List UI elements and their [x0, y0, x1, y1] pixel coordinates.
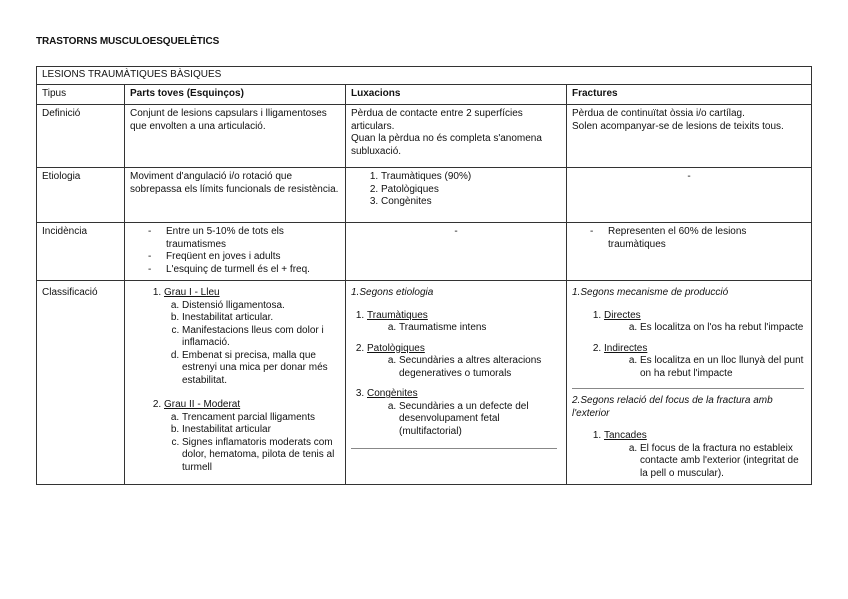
definicio-luxacions — [346, 105, 567, 168]
lux-type: Patològiques — [367, 342, 425, 354]
lux-subheading: 1.Segons etiologia — [351, 287, 434, 298]
frac-subheading: 1.Segons mecanisme de producció — [572, 287, 729, 298]
list-item: a. Es localitza en un lloc llunyà del punt on ha rebut l'impacte — [640, 355, 806, 380]
header-tipus: Tipus — [37, 84, 125, 105]
frac-type: Indirectes — [604, 342, 648, 354]
row-label: Classificació — [37, 281, 125, 485]
list-item — [367, 388, 561, 438]
list-item: a. Traumatisme intens — [399, 322, 561, 335]
list-item — [164, 399, 340, 474]
list-item — [367, 310, 561, 335]
incidencia-luxacions: - — [346, 223, 567, 281]
frac-type: Directes — [604, 309, 641, 321]
row-etiologia — [37, 168, 812, 223]
header-luxacions: Luxacions — [346, 84, 567, 105]
grau-heading: Grau II - Moderat — [164, 399, 241, 410]
definicio-fractures — [567, 105, 812, 168]
list-item — [604, 430, 806, 480]
classificacio-fractures — [567, 281, 812, 485]
definicio-frac-line: Solen acompanyar-se de lesions de teixits tous. — [572, 120, 784, 132]
header-fractures: Fractures — [567, 84, 812, 105]
list-item — [604, 310, 806, 335]
etiologia-fractures: - — [567, 168, 812, 223]
definicio-parts: Conjunt de lesions capsulars i lligamentoses que envolten a una articulació. — [125, 105, 346, 168]
list-item — [604, 343, 806, 381]
list-item: b. Inestabilitat articular. — [182, 312, 340, 325]
row-label: Incidència — [37, 223, 125, 281]
section-header-row — [37, 67, 812, 85]
etiologia-parts: Moviment d'angulació i/o rotació que sobrepassa els límits funcionals de resistència. — [125, 168, 346, 223]
list-item: a. Secundàries a altres alteracions degeneratives o tumorals — [399, 355, 561, 380]
list-item: c. Manifestacions lleus com dolor i inflamació. — [182, 325, 340, 350]
list-item — [367, 343, 561, 381]
row-classificacio — [37, 281, 812, 485]
list-item: d. Embenat si precisa, malla que estrenyi una mica per donar més estabilitat. — [182, 350, 340, 388]
list-item: - L'esquinç de turmell és el + freq. — [148, 264, 340, 277]
row-label: Definició — [37, 105, 125, 168]
frac-type: Tancades — [604, 430, 647, 441]
list-item — [164, 287, 340, 387]
classificacio-luxacions — [346, 281, 567, 485]
section-title: LESIONS TRAUMÀTIQUES BÀSIQUES — [37, 67, 812, 85]
list-item: - Freqüent en joves i adults — [148, 251, 340, 264]
list-item: a. Trencament parcial lligaments — [182, 412, 340, 425]
list-item: 2. Patològiques — [381, 184, 561, 197]
list-item: 1. Traumàtiques (90%) — [381, 171, 561, 184]
definicio-frac-line: Pèrdua de continuïtat òssia i/o cartílag. — [572, 108, 745, 119]
lesions-table — [36, 66, 812, 485]
row-label: Etiologia — [37, 168, 125, 223]
list-item: a. El focus de la fractura no estableix contacte amb l'exterior (integritat de la pell o muscular). — [640, 443, 806, 481]
frac-subheading: 2.Segons relació del focus de la fractura amb l'exterior — [572, 395, 773, 419]
grau-heading: Grau I - Lleu — [164, 287, 220, 298]
definicio-lux-line: Quan la pèrdua no és completa s'anomena subluxació. — [351, 133, 542, 157]
list-item: a. Distensió lligamentosa. — [182, 300, 340, 313]
divider — [572, 388, 804, 389]
divider — [351, 448, 557, 449]
list-item: - Representen el 60% de lesions traumàtiques — [590, 226, 806, 251]
list-item: - Entre un 5-10% de tots els traumatismes — [148, 226, 340, 251]
document-title: TRASTORNS MUSCULOESQUELÈTICS — [36, 36, 220, 47]
classificacio-parts — [125, 281, 346, 485]
list-item: 3. Congènites — [381, 196, 561, 209]
lux-type: Congènites — [367, 388, 418, 399]
incidencia-parts — [125, 223, 346, 281]
list-item: a. Es localitza on l'os ha rebut l'impacte — [640, 322, 806, 335]
lux-type: Traumàtiques — [367, 309, 428, 321]
header-parts-toves: Parts toves (Esquinços) — [125, 84, 346, 105]
etiologia-luxacions — [346, 168, 567, 223]
incidencia-fractures — [567, 223, 812, 281]
row-definicio — [37, 105, 812, 168]
list-item: b. Inestabilitat articular — [182, 424, 340, 437]
row-incidencia — [37, 223, 812, 281]
list-item: a. Secundàries a un defecte del desenvolupament fetal (multifactorial) — [399, 401, 561, 439]
definicio-lux-line: Pèrdua de contacte entre 2 superfícies articulars. — [351, 108, 523, 132]
column-header-row — [37, 84, 812, 105]
list-item: c. Signes inflamatoris moderats com dolor, hematoma, pilota de tenis al turmell — [182, 437, 340, 475]
